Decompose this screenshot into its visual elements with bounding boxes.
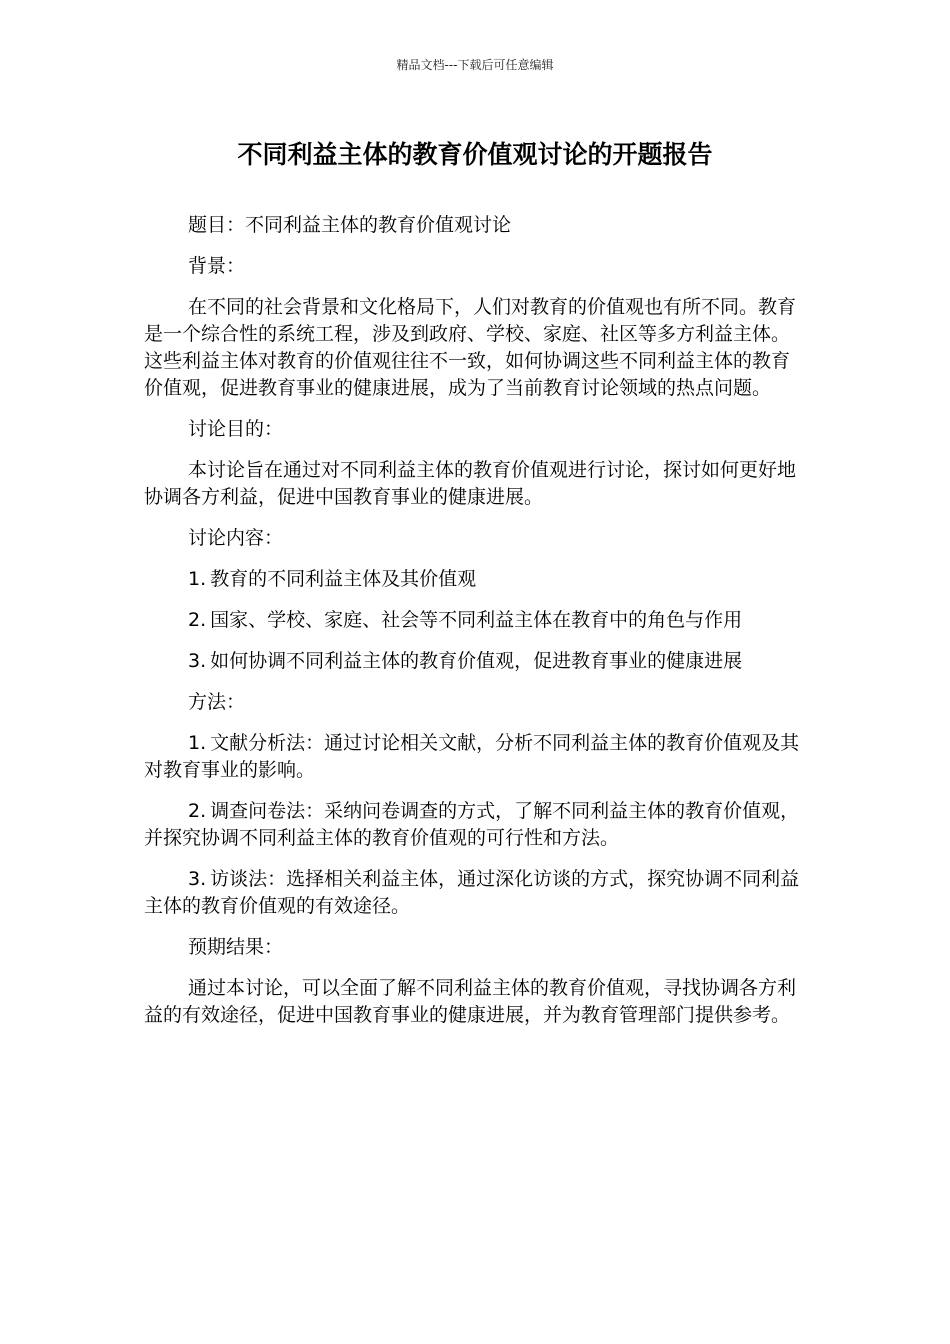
content-heading: 讨论内容： xyxy=(188,527,284,549)
content-item: 2. 国家、学校、家庭、社会等不同利益主体在教育中的角色与作用 xyxy=(188,609,743,631)
header-note: 精品文档---下载后可任意编辑 xyxy=(396,58,554,72)
method-item: 3. 访谈法：选择相关利益主体，通过深化访谈的方式，探究协调不同利益主体的教育价值观的有效途径。 xyxy=(144,868,800,917)
result-heading: 预期结果： xyxy=(188,936,284,958)
result-paragraph: 通过本讨论，可以全面了解不同利益主体的教育价值观，寻找协调各方利益的有效途径，促进中国教育事业的健康进展，并为教育管理部门提供参考。 xyxy=(144,977,797,1026)
method-item: 2. 调查问卷法：采纳问卷调查的方式，了解不同利益主体的教育价值观，并探究协调不同利益主体的教育价值观的可行性和方法。 xyxy=(144,800,800,849)
background-paragraph: 在不同的社会背景和文化格局下，人们对教育的价值观也有所不同。教育是一个综合性的系统工程，涉及到政府、学校、家庭、社区等多方利益主体。这些利益主体对教育的价值观往往不一致，如何协调这些不同利益主体的教育价值观，促进教育事业的健康进展，成为了当前教育讨论领域的热点问题。 xyxy=(144,296,797,399)
content-item: 3. 如何协调不同利益主体的教育价值观，促进教育事业的健康进展 xyxy=(188,650,743,672)
content-item: 1. 教育的不同利益主体及其价值观 xyxy=(188,568,477,590)
method-item: 1. 文献分析法：通过讨论相关文献，分析不同利益主体的教育价值观及其对教育事业的影响。 xyxy=(144,732,800,781)
method-heading: 方法： xyxy=(188,691,246,713)
background-heading: 背景： xyxy=(188,255,246,277)
purpose-paragraph: 本讨论旨在通过对不同利益主体的教育价值观进行讨论，探讨如何更好地协调各方利益，促进中国教育事业的健康进展。 xyxy=(144,459,797,508)
topic-line: 题目：不同利益主体的教育价值观讨论 xyxy=(188,214,512,236)
purpose-heading: 讨论目的： xyxy=(188,418,284,440)
document-body xyxy=(144,212,804,1043)
document-title: 不同利益主体的教育价值观讨论的开题报告 xyxy=(237,140,713,169)
